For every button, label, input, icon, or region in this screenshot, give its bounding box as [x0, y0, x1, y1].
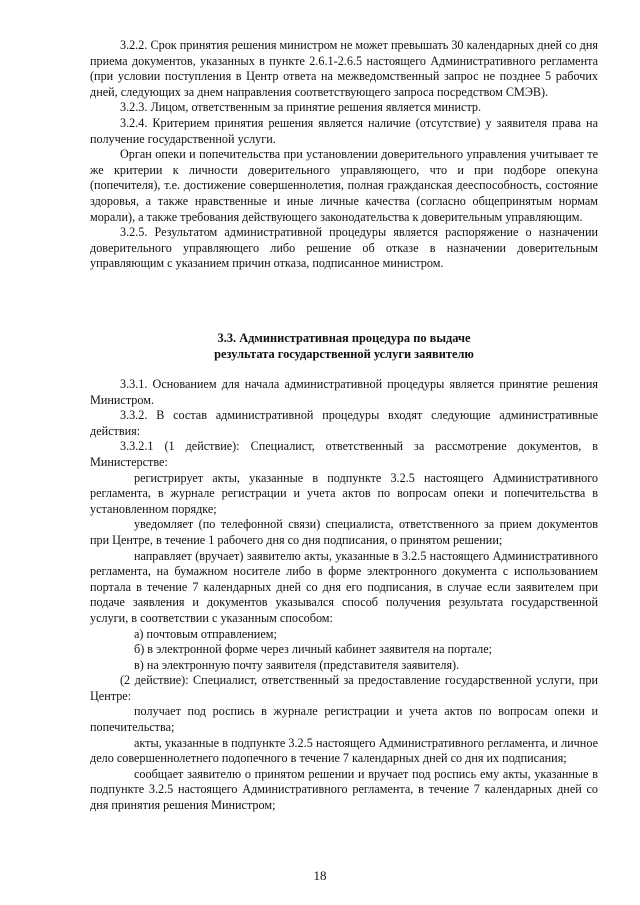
paragraph-3-3-1: 3.3.1. Основанием для начала административной процедуры является принятие решения Министром. [90, 377, 598, 407]
page-number: 18 [313, 868, 327, 883]
paragraph-notifies: уведомляет (по телефонной связи) специалиста, ответственного за прием документов при Центре, в течение 1 рабочего дня со дня подписания, о принятом решении; [90, 517, 598, 547]
paragraph-receives: получает под роспись в журнале регистрации и учета актов по вопросам опеки и попечительства; [90, 704, 598, 735]
section-heading-3-3 [90, 330, 598, 362]
paragraph-action-2: (2 действие): Специалист, ответственный за предоставление государственной услуги, при Центре: [90, 673, 598, 703]
section-3-2-text [90, 38, 598, 272]
section-heading-line-2: результата государственной услуги заявителю [214, 347, 474, 361]
paragraph-guardianship-criteria: Орган опеки и попечительства при установлении доверительного управления учитывает те же критерии к личности доверительного управляющего, что и при подборе опекуна (попечителя), т.е. достижение совершеннолетия, полная гражданская дееспособность, состояние здоровья, а также нравственные и иные личные качества (согласно общепринятым нормам морали), а также требования действующего законодательства к доверительным управляющим. [90, 147, 598, 224]
paragraph-3-3-2: 3.3.2. В состав административной процедуры входят следующие административные действия: [90, 408, 598, 438]
list-item-a: а) почтовым отправлением; [134, 626, 277, 641]
list-item-c: в) на электронную почту заявителя (представителя заявителя). [134, 657, 460, 672]
section-heading-line-1: 3.3. Административная процедура по выдаче [217, 331, 471, 345]
paragraph-3-2-3: 3.2.3. Лицом, ответственным за принятие решения является министр. [120, 100, 482, 115]
paragraph-3-3-2-1: 3.3.2.1 (1 действие): Специалист, ответственный за рассмотрение документов, в Министерстве: [90, 439, 598, 469]
paragraph-registers: регистрирует акты, указанные в подпункте 3.2.5 настоящего Административного регламента, в журнале регистрации и учета актов по вопросам опеки и попечительства в установленном порядке; [90, 470, 598, 516]
list-item-b: б) в электронной форме через личный кабинет заявителя на портале; [134, 642, 493, 657]
paragraph-3-2-5: 3.2.5. Результатом административной процедуры является распоряжение о назначении доверительного управляющего либо решение об отказе в назначении доверительным управляющим с указанием причин отказа, подписанное министром. [90, 225, 598, 271]
paragraph-sends: направляет (вручает) заявителю акты, указанные в 3.2.5 настоящего Административного регламента, на бумажном носителе либо в форме электронного документа с использованием портала в течение 7 календарных дней со дня его подписания, в случае если заявителем при подаче заявления и документов указывался способ получения результата государственной услуги, в соответствии с указанным способом: [90, 548, 598, 625]
paragraph-3-2-4: 3.2.4. Критерием принятия решения является наличие (отсутствие) у заявителя права на получение государственной услуги. [90, 115, 598, 146]
paragraph-acts: акты, указанные в подпункте 3.2.5 настоящего Административного регламента, и личное дело совершеннолетнего подопечного в течение 7 календарных дней со дня их подписания; [90, 735, 598, 766]
paragraph-3-2-2: 3.2.2. Срок принятия решения министром не может превышать 30 календарных дней со дня приема документов, указанных в пункте 2.6.1-2.6.5 настоящего Административного регламента (при условии поступления в Центр ответа на межведомственный запрос не позднее 5 рабочих дней, следующих за днем направления соответствующего запроса посредством СМЭВ). [90, 38, 598, 99]
paragraph-informs: сообщает заявителю о принятом решении и вручает под роспись ему акты, указанные в подпункте 3.2.5 настоящего Административного регламента, в течение 7 календарных дней со дня принятия решения Министром; [90, 766, 598, 813]
section-3-3-text [90, 377, 598, 814]
